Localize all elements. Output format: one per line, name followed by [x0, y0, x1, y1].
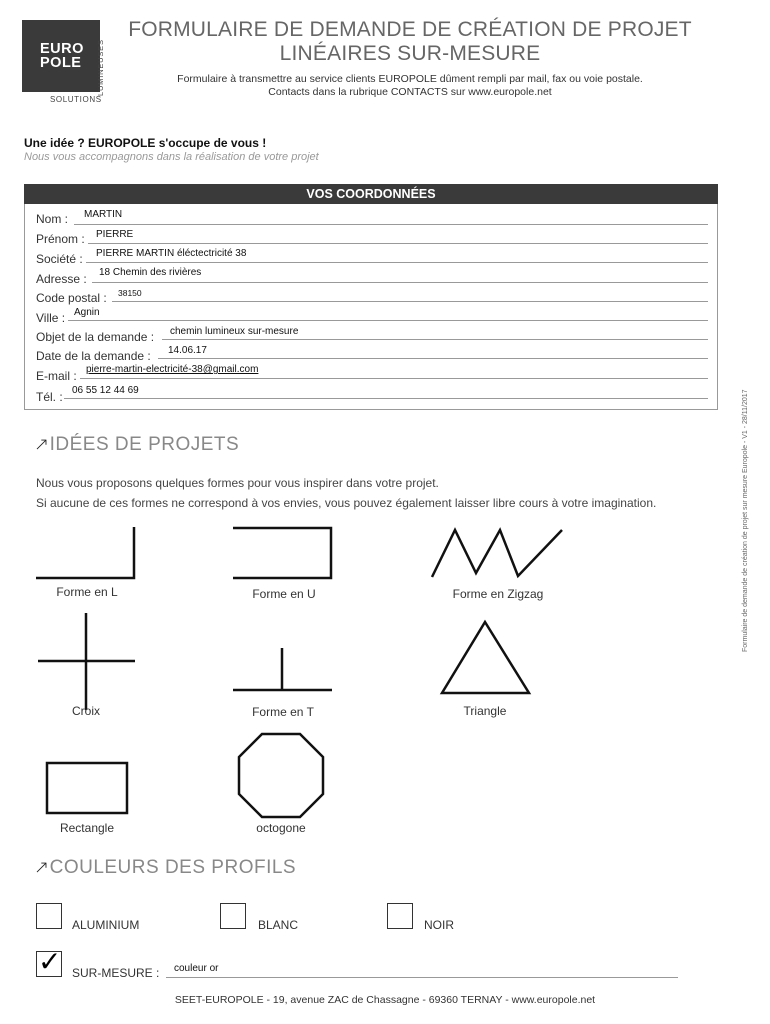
label-nom: Nom : — [36, 212, 69, 226]
label-noir: NOIR — [424, 918, 454, 932]
ideas-title-text: IDÉES DE PROJETS — [49, 434, 240, 455]
field-adresse[interactable]: 18 Chemin des rivières — [99, 267, 202, 278]
shape-zigzag — [432, 530, 562, 577]
label-ville: Ville : — [36, 311, 66, 325]
shape-rectangle — [47, 763, 127, 813]
field-sur-mesure[interactable]: couleur or — [174, 963, 219, 974]
shape-cross — [38, 613, 135, 710]
checkbox-aluminium[interactable] — [36, 903, 62, 929]
shape-label-croix: Croix — [71, 704, 100, 718]
checkbox-noir[interactable] — [387, 903, 413, 929]
shape-label-rectangle: Rectangle — [59, 821, 115, 835]
logo-solutions-text: SOLUTIONS — [50, 95, 102, 104]
colors-section-title — [34, 857, 296, 879]
field-prenom[interactable]: PIERRE — [96, 229, 134, 240]
shape-l — [36, 527, 134, 578]
label-aluminium: ALUMINIUM — [72, 918, 140, 932]
checkbox-blanc[interactable] — [220, 903, 246, 929]
label-objet: Objet de la demande : — [36, 330, 155, 344]
field-societe[interactable]: PIERRE MARTIN éléctectricité 38 — [96, 248, 247, 259]
label-prenom: Prénom : — [36, 232, 85, 246]
shape-u — [233, 528, 331, 578]
label-societe: Société : — [36, 252, 83, 266]
field-ville[interactable]: Agnin — [74, 307, 100, 318]
shape-octagon — [239, 734, 323, 817]
intro-title: Une idée ? EUROPOLE s'occupe de vous ! — [24, 136, 267, 150]
logo-vertical-text: LUMINEUSES — [96, 39, 105, 96]
logo-line2: POLE — [40, 55, 82, 71]
check-mark-icon: ✓ — [38, 945, 62, 978]
label-tel: Tél. : — [36, 390, 63, 404]
form-title-line2: LINÉAIRES SUR-MESURE — [279, 42, 541, 65]
field-date[interactable]: 14.06.17 — [168, 345, 207, 356]
label-adresse: Adresse : — [36, 272, 87, 286]
shape-label-u: Forme en U — [252, 587, 316, 601]
label-date: Date de la demande : — [36, 349, 151, 363]
arrow-ne-icon: ↗ — [34, 857, 50, 877]
field-nom[interactable]: MARTIN — [84, 209, 123, 220]
label-code-postal: Code postal : — [36, 291, 107, 305]
shape-t — [233, 648, 332, 690]
field-objet[interactable]: chemin lumineux sur-mesure — [170, 326, 299, 337]
ideas-text-line1: Nous vous proposons quelques formes pour vous inspirer dans votre projet. — [36, 476, 439, 490]
field-code-postal[interactable]: 38150 — [118, 288, 142, 298]
logo-line1: EURO — [40, 41, 84, 57]
form-subtitle-line1: Formulaire à transmettre au service clients EUROPOLE dûment rempli par mail, fax ou voie postale. — [177, 73, 643, 85]
colors-title-text: COULEURS DES PROFILS — [49, 857, 297, 878]
label-blanc: BLANC — [258, 918, 299, 932]
form-subtitle-line2: Contacts dans la rubrique CONTACTS sur www.europole.net — [268, 86, 552, 98]
label-email: E-mail : — [36, 369, 77, 383]
checkbox-sur-mesure[interactable] — [36, 945, 62, 978]
line-sur-mesure — [166, 977, 678, 978]
shape-triangle — [442, 622, 529, 693]
side-note: Formulaire de demande de création de projet sur mesure Europole - V1 - 28/11/2017 — [742, 389, 749, 652]
intro-subtitle: Nous vous accompagnons dans la réalisation de votre projet — [24, 151, 319, 163]
shape-label-l: Forme en L — [56, 585, 118, 599]
label-sur-mesure: SUR-MESURE : — [72, 966, 160, 980]
field-email[interactable]: pierre-martin-electricité-38@gmail.com — [86, 364, 259, 375]
field-tel[interactable]: 06 55 12 44 69 — [72, 385, 139, 396]
ideas-text-line2: Si aucune de ces formes ne correspond à vos envies, vous pouvez également laisser libre cours à votre imagination. — [36, 496, 657, 510]
shape-label-zigzag: Forme en Zigzag — [452, 587, 544, 601]
form-title-line1: FORMULAIRE DE DEMANDE DE CRÉATION DE PROJET — [128, 18, 692, 41]
shape-label-t: Forme en T — [252, 705, 314, 719]
shape-label-octogone: octogone — [256, 821, 306, 835]
coordinates-heading: VOS COORDONNÉES — [24, 184, 718, 204]
footer-address: SEET-EUROPOLE - 19, avenue ZAC de Chassagne - 69360 TERNAY - www.europole.net — [174, 994, 596, 1006]
arrow-ne-icon: ↗ — [34, 434, 50, 454]
shape-label-triangle: Triangle — [463, 704, 507, 718]
